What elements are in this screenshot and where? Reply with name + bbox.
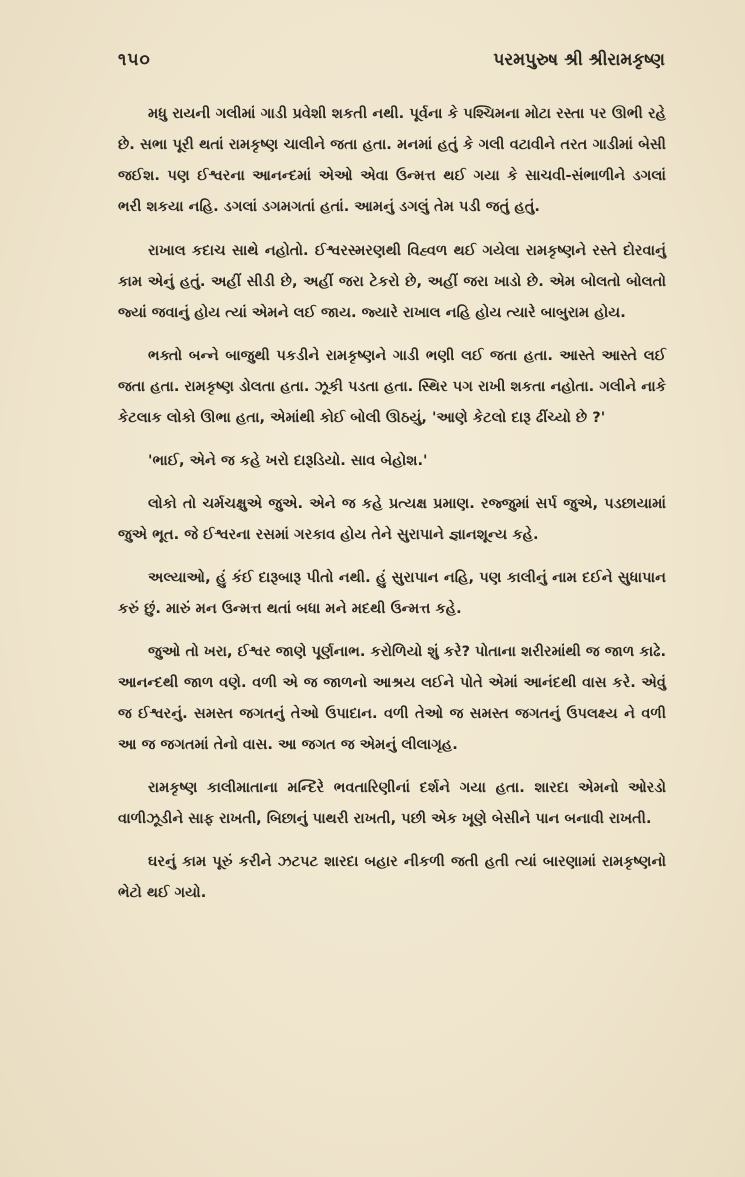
paragraph: લોકો તો ચર્મચક્ષુએ જુએ. એને જ કહે પ્રત્યક્ષ પ્રમાણ. રજ્જુમાં સર્પ જુએ, પડછાયામાં જુએ ભૂત. જે ઈશ્વરના રસમાં ગરકાવ હોય તેને સુરાપાને જ્ઞાનશૂન્ય કહે.	[118, 495, 666, 543]
paragraph: મધુ રાયની ગલીમાં ગાડી પ્રવેશી શકતી નથી. પૂર્વના કે પશ્ચિમના મોટા રસ્તા પર ઊભી રહે છે. સભા પૂરી થતાં રામકૃષ્ણ ચાલીને જતા હતા. મનમાં હતું કે ગલી વટાવીને તરત ગાડીમાં બેસી જઈશ. પણ ઈશ્વરના આનન્દમાં એઓ એવા ઉન્મત્ત થઈ ગયા કે સાચવી-સંભાળીને ડગલાં ભરી શકયા નહિ. ડગલાં ડગમગતાં હતાં. આમનું ડગલું તેમ પડી જતું હતું.	[118, 105, 666, 215]
paragraph: 'ભાઈ, એને જ કહે ખરો દારૂડિયો. સાવ બેહોશ.'	[148, 452, 428, 469]
body-text	[118, 98, 666, 920]
page-number: ૧૫૦	[118, 50, 151, 70]
paragraph: ભક્તો બન્ને બાજુથી પકડીને રામકૃષ્ણને ગાડી ભણી લઈ જતા હતા. આસ્તે આસ્તે લઈ જતા હતા. રામકૃષ્ણ ડોલતા હતા. ઝૂકી પડતા હતા. સ્થિર પગ રાખી શકતા નહોતા. ગલીને નાકે કેટલાક લોકો ઊભા હતા, એમાંથી કોઈ બોલી ઊઠયું, 'આણે કેટલો દારૂ ઢીંચ્યો છે ?'	[118, 347, 666, 426]
paragraph: અલ્યાઓ, હું કંઈ દારૂબારૂ પીતો નથી. હું સુરાપાન નહિ, પણ કાલીનું નામ દઈને સુધાપાન કરું છું. મારું મન ઉન્મત્ત થતાં બધા મને મદથી ઉન્મત્ત કહે.	[118, 569, 666, 617]
page-header	[118, 50, 665, 80]
paragraph: રામકૃષ્ણ કાલીમાતાના મન્દિરે ભવતારિણીનાં દર્શને ગયા હતા. શારદા એમનો ઓરડો વાળીઝૂડીને સાફ રાખતી, બિછાનું પાથરી રાખતી, પછી એક ખૂણે બેસીને પાન બનાવી રાખતી.	[118, 779, 666, 827]
paragraph: જુઓ તો ખરા, ઈશ્વર જાણે પૂર્ણનાભ. કરોળિયો શું કરે? પોતાના શરીરમાંથી જ જાળ કાઢે. આનન્દથી જાળ વણે. વળી એ જ જાળનો આશ્રય લઈને પોતે એમાં આનંદથી વાસ કરે. એવું જ ઈશ્વરનું. સમસ્ત જગતનું તેઓ ઉપાદાન. વળી તેઓ જ સમસ્ત જગતનું ઉપલક્ષ્ય ને વળી આ જ જગતમાં તેનો વાસ. આ જગત જ એમનું લીલાગૃહ.	[118, 643, 666, 753]
paragraph: રાખાલ કદાચ સાથે નહોતો. ઈશ્વરસ્મરણથી વિહ્વળ થઈ ગયેલા રામકૃષ્ણને રસ્તે દોરવાનું કામ એનું હતું. અહીં સીડી છે, અહીં જરા ટેકરો છે, અહીં જરા ખાડો છે. એમ બોલતો બોલતો જ્યાં જવાનું હોય ત્યાં એમને લઈ જાય. જ્યારે રાખાલ નહિ હોય ત્યારે બાબુરામ હોય.	[118, 242, 666, 321]
running-title: પરમપુરુષ શ્રી શ્રીરામકૃષ્ણ	[493, 50, 665, 70]
paragraph: ઘરનું કામ પૂરું કરીને ઝટપટ શારદા બહાર નીકળી જતી હતી ત્યાં બારણામાં રામકૃષ્ણનો ભેટો થઈ ગયો.	[118, 853, 666, 901]
